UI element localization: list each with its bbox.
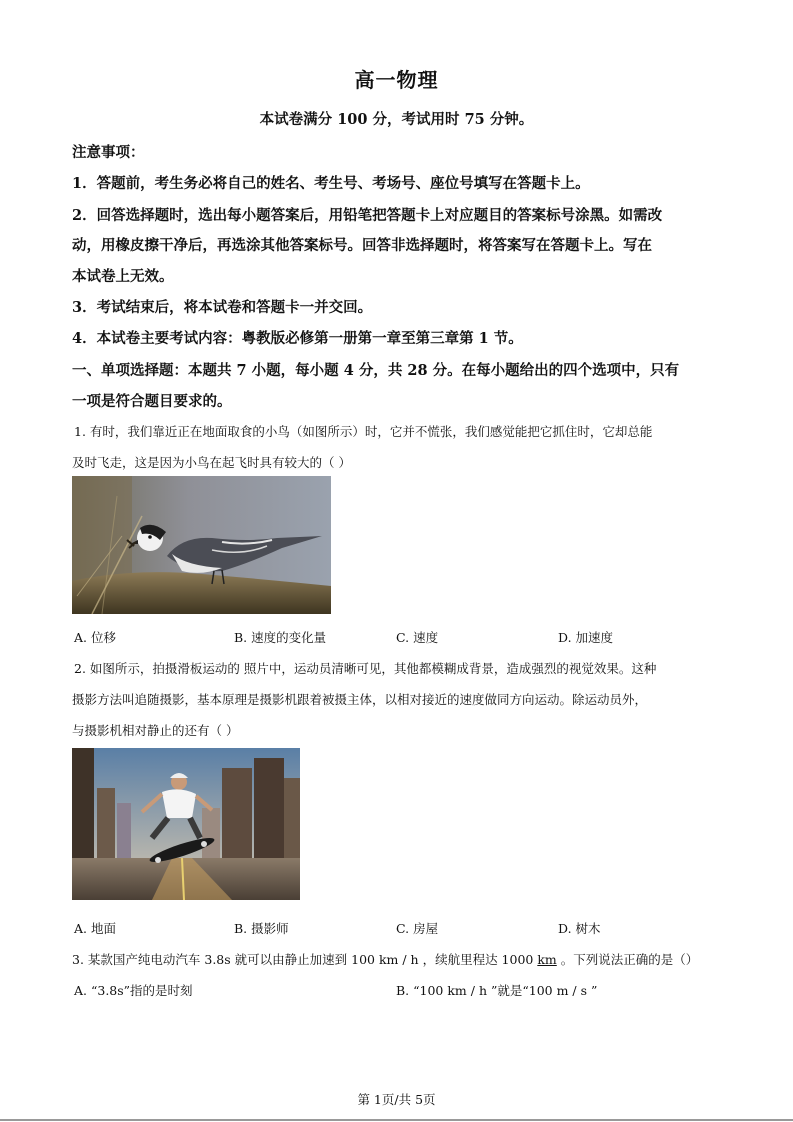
skateboard-illustration xyxy=(72,748,300,900)
footer-line xyxy=(0,1119,793,1121)
question-1-text: 及时飞走，这是因为小鸟在起飞时具有较大的（ ） xyxy=(72,455,351,470)
q3-unit-speed: km / h xyxy=(378,952,419,967)
q3-option-b-mid: ”就是“100 xyxy=(487,983,557,998)
q3-option-b-pre: B. “100 xyxy=(396,983,448,998)
question-2-text: 与摄影机相对静止的还有（ ） xyxy=(72,723,239,738)
q3-option-b-unit1: km / h xyxy=(447,983,487,998)
q2-option-b: B. 摄影师 xyxy=(234,921,289,936)
q3-option-b-unit2: m / s xyxy=(556,983,588,998)
bird-photo xyxy=(72,476,331,614)
notice-line: 1．答题前，考生务必将自己的姓名、考生号、考场号、座位号填写在答题卡上。 xyxy=(72,175,590,192)
notice-line: 3．考试结束后，将本试卷和答题卡一并交回。 xyxy=(72,299,373,316)
section-heading: 一、单项选择题：本题共 7 小题，每小题 4 分，共 28 分。在每小题给出的四个选项中，只有 xyxy=(72,362,680,379)
q3-text-mid: ，续航里程达 1000 xyxy=(418,952,538,967)
q2-option-d: D. 树木 xyxy=(558,921,601,936)
q3-text-pre: 3. 某款国产纯电动汽车 3.8s 就可以由静止加速到 100 xyxy=(72,952,379,967)
notice-heading: 注意事项： xyxy=(72,144,145,161)
q2-option-c: C. 房屋 xyxy=(396,921,439,936)
bird-illustration xyxy=(72,476,331,614)
q3-option-b xyxy=(396,981,597,999)
notice-line: 本试卷上无效。 xyxy=(72,268,174,285)
notice-line: 2．回答选择题时，选出每小题答案后，用铅笔把答题卡上对应题目的答案标号涂黑。如需改 xyxy=(72,207,663,224)
q1-option-a: A. 位移 xyxy=(74,630,116,645)
question-2-text: 2. 如图所示，拍摄滑板运动的 照片中，运动员清晰可见，其他都模糊成背景，造成强烈的视觉效果。这种 xyxy=(74,661,657,676)
skateboard-photo xyxy=(72,748,300,900)
q3-option-a: A. “3.8s”指的是时刻 xyxy=(74,983,193,998)
question-2-text: 摄影方法叫追随摄影，基本原理是摄影机跟着被摄主体，以相对接近的速度做同方向运动。除运动员外， xyxy=(72,692,648,707)
page-title: 高一物理 xyxy=(354,68,439,92)
section-heading: 一项是符合题目要求的。 xyxy=(72,393,232,410)
notice-line: 4．本试卷主要考试内容：粤教版必修第一册第一章至第三章第 1 节。 xyxy=(72,330,523,347)
q1-option-b: B. 速度的变化量 xyxy=(234,630,327,645)
page-number: 第 1页/共 5页 xyxy=(357,1092,436,1107)
q3-option-b-post: ” xyxy=(587,983,598,998)
q3-text-post: 。下列说法正确的是（） xyxy=(556,952,699,967)
exam-info: 本试卷满分 100 分，考试用时 75 分钟。 xyxy=(259,111,534,128)
q2-option-a: A. 地面 xyxy=(74,921,116,936)
q3-unit-km: km xyxy=(537,952,557,967)
q1-option-d: D. 加速度 xyxy=(558,630,614,645)
question-1-text: 1. 有时，我们靠近正在地面取食的小鸟（如图所示）时，它并不慌张，我们感觉能把它抓住时，它却总能 xyxy=(74,424,653,439)
notice-line: 动，用橡皮擦干净后，再选涂其他答案标号。回答非选择题时，将答案写在答题卡上。写在 xyxy=(72,237,652,254)
q1-option-c: C. 速度 xyxy=(396,630,439,645)
question-3-text xyxy=(72,950,698,968)
